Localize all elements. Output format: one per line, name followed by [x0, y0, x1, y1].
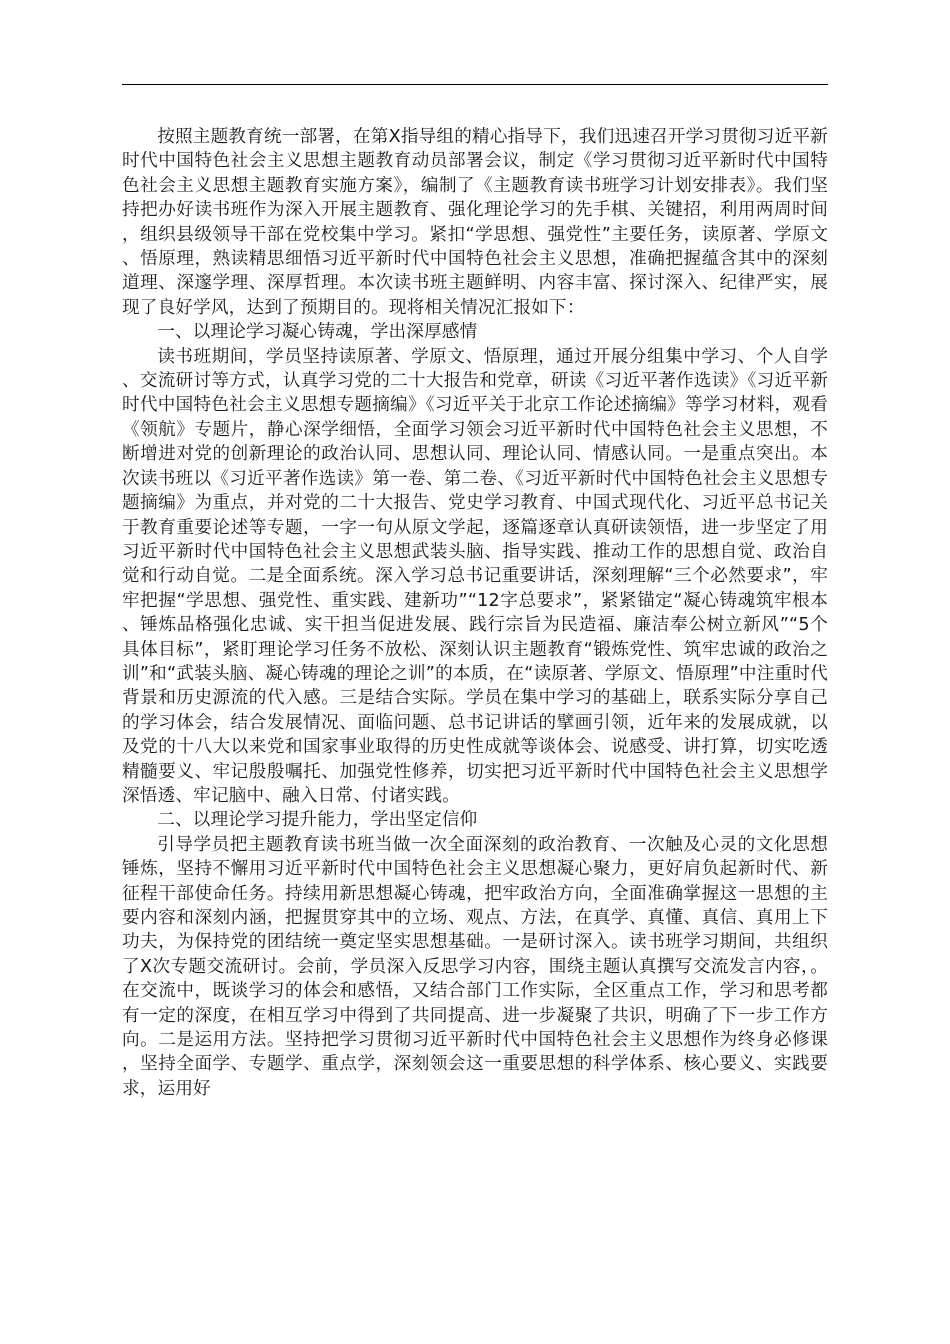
- document-body: [122, 125, 828, 1101]
- section-2-paragraph: 引导学员把主题教育读书班当做一次全面深刻的政治教育、一次触及心灵的文化思想锤炼，坚持不懈用习近平新时代中国特色社会主义思想凝心聚力，更好肩负起新时代、新征程干部使命任务。持续用新思想凝心铸魂，把牢政治方向，全面准确掌握这一思想的主要内容和深刻内涵，把握贯穿其中的立场、观点、方法，在真学、真懂、真信、真用上下功夫，为保持党的团结统一奠定坚实思想基础。一是研讨深入。读书班学习期间，共组织了X次专题交流研讨。会前，学员深入反思学习内容，围绕主题认真撰写交流发言内容，。在交流中，既谈学习的体会和感悟，又结合部门工作实际，全区重点工作，学习和思考都有一定的深度，在相互学习中得到了共同提高、进一步凝聚了共识，明确了下一步工作方向。二是运用方法。坚持把学习贯彻习近平新时代中国特色社会主义思想作为终身必修课，坚持全面学、专题学、重点学，深刻领会这一重要思想的科学体系、核心要义、实践要求，运用好: [122, 834, 828, 1099]
- section-heading-2: 二、以理论学习提升能力，学出坚定信仰: [157, 810, 478, 831]
- section-heading-1: 一、以理论学习凝心铸魂，学出深厚感情: [157, 322, 478, 343]
- header-rule: [122, 84, 828, 85]
- section-1-paragraph: 读书班期间，学员坚持读原著、学原文、悟原理，通过开展分组集中学习、个人自学、交流研讨等方式，认真学习党的二十大报告和党章，研读《习近平著作选读》《习近平新时代中国特色社会主义思想专题摘编》《习近平关于北京工作论述摘编》等学习材料，观看《领航》专题片，静心深学细悟，全面学习领会习近平新时代中国特色社会主义思想，不断增进对党的创新理论的政治认同、思想认同、理论认同、情感认同。一是重点突出。本次读书班以《习近平著作选读》第一卷、第二卷、《习近平新时代中国特色社会主义思想专题摘编》为重点，并对党的二十大报告、党史学习教育、中国式现代化、习近平总书记关于教育重要论述等专题，一字一句从原文学起，逐篇逐章认真研读领悟，进一步坚定了用习近平新时代中国特色社会主义思想武装头脑、指导实践、推动工作的思想自觉、政治自觉和行动自觉。二是全面系统。深入学习总书记重要讲话，深刻理解“三个必然要求”，牢牢把握“学思想、强党性、重实践、建新功”“12字总要求”，紧紧锚定“凝心铸魂筑牢根本、锤炼品格强化忠诚、实干担当促进发展、践行宗旨为民造福、廉洁奉公树立新风”“5个具体目标”，紧盯理论学习任务不放松、深刻认识主题教育“锻炼党性、筑牢忠诚的政治之训”和“武装头脑、凝心铸魂的理论之训”的本质，在“读原著、学原文、悟原理”中注重时代背景和历史源流的代入感。三是结合实际。学员在集中学习的基础上，联系实际分享自己的学习体会，结合发展情况、面临问题、总书记讲话的擘画引领，近年来的发展成就，以及党的十八大以来党和国家事业取得的历史性成就等谈体会、说感受、讲打算，切实吃透精髓要义、牢记殷殷嘱托、加强党性修养，切实把习近平新时代中国特色社会主义思想学深悟透、牢记脑中、融入日常、付诸实践。: [122, 346, 828, 806]
- intro-paragraph: 按照主题教育统一部署，在第X指导组的精心指导下，我们迅速召开学习贯彻习近平新时代中国特色社会主义思想主题教育动员部署会议，制定《学习贯彻习近平新时代中国特色社会主义思想主题教育实施方案》，编制了《主题教育读书班学习计划安排表》。我们坚持把办好读书班作为深入开展主题教育、强化理论学习的先手棋、关键招，利用两周时间，组织县级领导干部在党校集中学习。紧扣“学思想、强党性”主要任务，读原著、学原文、悟原理，熟读精思细悟习近平新时代中国特色社会主义思想，准确把握蕴含其中的深刻道理、深邃学理、深厚哲理。本次读书班主题鲜明、内容丰富、探讨深入、纪律严实，展现了良好学风，达到了预期目的。现将相关情况汇报如下：: [122, 127, 828, 318]
